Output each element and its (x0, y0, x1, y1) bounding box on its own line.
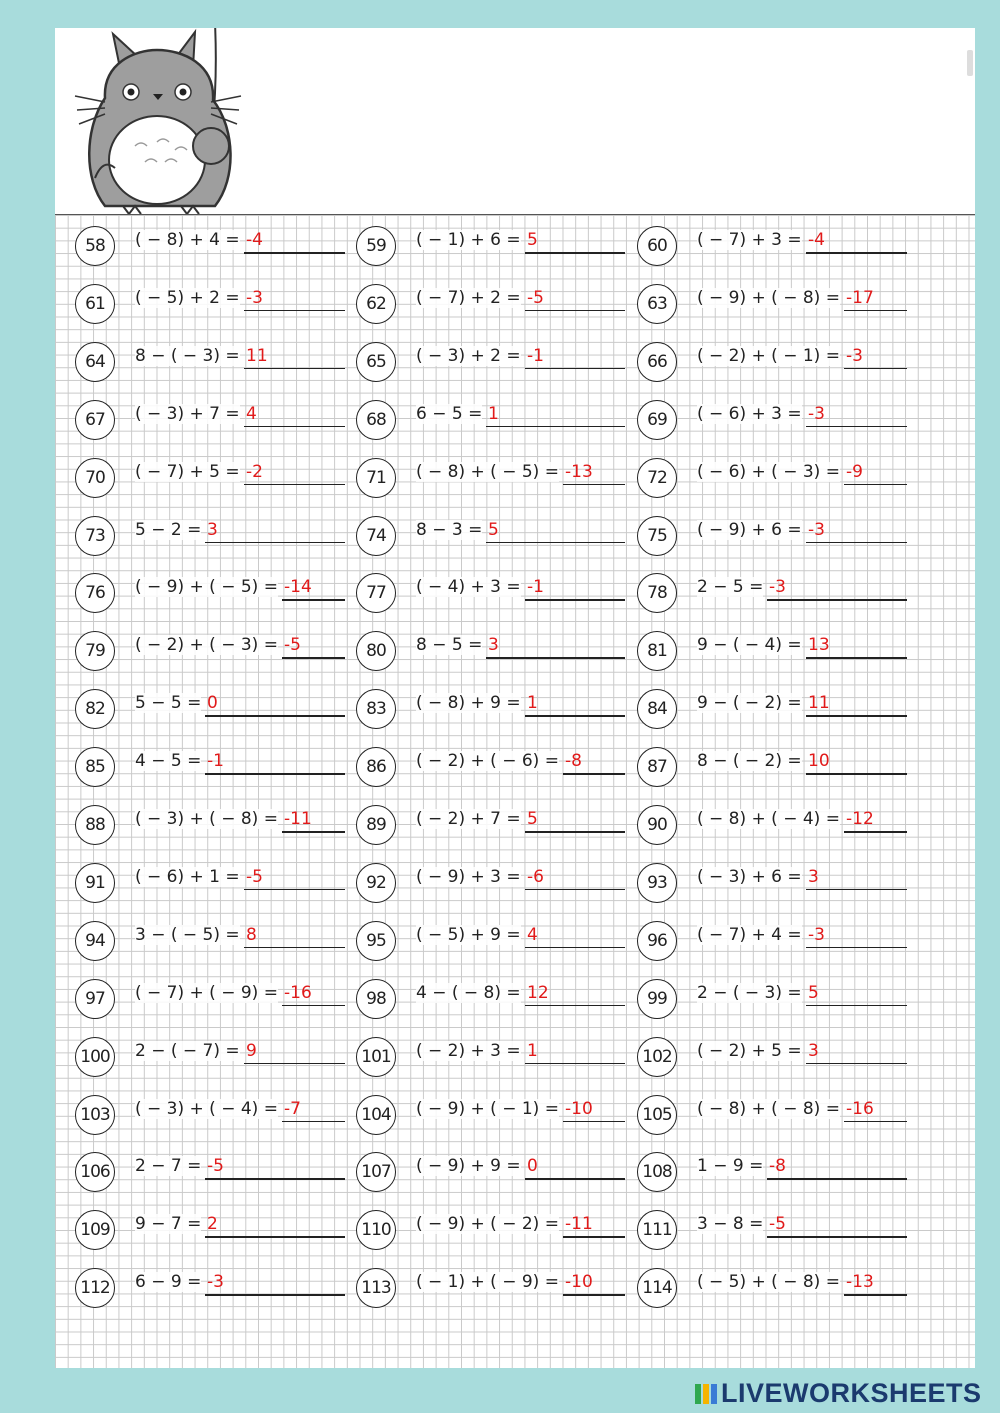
problem-number: 87 (637, 747, 677, 787)
problem-expression: ( − 7) + ( − 9) = (135, 982, 278, 1003)
answer-value[interactable]: 11 (808, 693, 830, 714)
problem-expression: 5 − 2 = (135, 519, 202, 540)
problem-expression: ( − 2) + 3 = (416, 1040, 521, 1061)
problem-number: 106 (75, 1152, 115, 1192)
answer-input[interactable] (244, 484, 345, 486)
problem-item (75, 747, 345, 787)
answer-value[interactable]: -6 (527, 866, 544, 887)
problem-item (75, 284, 345, 324)
answer-value[interactable]: -12 (846, 809, 874, 829)
problem-expression: ( − 9) + 3 = (416, 866, 521, 887)
answer-input[interactable] (244, 947, 345, 949)
worksheet-page (55, 28, 975, 1368)
problem-item (75, 458, 345, 498)
problem-number: 85 (75, 747, 115, 787)
problem-expression: 8 − ( − 3) = (135, 345, 240, 366)
answer-value[interactable]: -5 (284, 635, 301, 656)
problem-item (356, 1268, 625, 1308)
problem-number: 61 (75, 284, 115, 324)
problem-item (356, 516, 625, 556)
answer-input[interactable] (844, 1121, 907, 1123)
problem-item (356, 1152, 625, 1192)
problem-expression: 6 − 5 = (416, 403, 483, 424)
answer-input[interactable] (525, 252, 625, 254)
problem-item (637, 516, 907, 556)
problem-item (75, 1268, 345, 1308)
problem-expression: 9 − 7 = (135, 1214, 202, 1235)
answer-value[interactable]: 12 (527, 982, 549, 1003)
answer-value[interactable]: -10 (565, 1098, 593, 1119)
answer-input[interactable] (806, 252, 907, 254)
problem-item (637, 458, 907, 498)
answer-input[interactable] (205, 715, 345, 717)
answer-input[interactable] (244, 368, 345, 370)
answer-input[interactable] (486, 426, 625, 428)
answer-input[interactable] (525, 889, 625, 891)
problem-expression: ( − 8) + ( − 8) = (697, 1098, 840, 1119)
answer-value[interactable]: 3 (808, 866, 819, 887)
problem-item (356, 400, 625, 440)
problem-number: 91 (75, 863, 115, 903)
answer-input[interactable] (282, 657, 345, 659)
problem-expression: ( − 8) + 9 = (416, 693, 521, 714)
problem-expression: 9 − ( − 4) = (697, 635, 802, 656)
problem-number: 79 (75, 631, 115, 671)
problem-item (75, 573, 345, 613)
problem-item (637, 226, 907, 266)
problem-number: 63 (637, 284, 677, 324)
answer-input[interactable] (844, 310, 907, 312)
answer-value[interactable]: 9 (246, 1040, 257, 1061)
problem-expression: ( − 5) + 9 = (416, 924, 521, 945)
problem-expression: ( − 7) + 3 = (697, 230, 802, 250)
problem-number: 105 (637, 1095, 677, 1135)
problem-expression: ( − 3) + ( − 8) = (135, 809, 278, 829)
problem-expression: ( − 3) + ( − 4) = (135, 1098, 278, 1119)
problem-expression: ( − 9) + ( − 1) = (416, 1098, 559, 1119)
problem-item (637, 1037, 907, 1077)
problem-item (637, 979, 907, 1019)
answer-input[interactable] (486, 657, 625, 659)
problem-expression: 3 − ( − 5) = (135, 924, 240, 945)
problem-expression: ( − 7) + 5 = (135, 461, 240, 482)
answer-value[interactable]: 1 (527, 1040, 538, 1061)
problem-expression: ( − 9) + 6 = (697, 519, 802, 540)
problem-expression: 8 − 5 = (416, 635, 483, 656)
problem-number: 112 (75, 1268, 115, 1308)
answer-value[interactable]: 3 (207, 519, 218, 540)
problem-number: 96 (637, 921, 677, 961)
problem-number: 94 (75, 921, 115, 961)
problem-expression: ( − 5) + ( − 8) = (697, 1272, 840, 1293)
answer-input[interactable] (563, 484, 625, 486)
problem-number: 111 (637, 1210, 677, 1250)
answer-input[interactable] (282, 1005, 345, 1007)
answer-input[interactable] (205, 773, 345, 775)
problem-number: 71 (356, 458, 396, 498)
problem-number: 101 (356, 1037, 396, 1077)
answer-input[interactable] (767, 1236, 907, 1238)
answer-value[interactable]: -5 (246, 866, 263, 887)
answer-input[interactable] (844, 831, 907, 833)
problem-item (356, 226, 625, 266)
answer-value[interactable]: -16 (284, 982, 312, 1003)
problem-expression: ( − 2) + ( − 6) = (416, 751, 559, 772)
answer-input[interactable] (205, 542, 345, 544)
problem-number: 86 (356, 747, 396, 787)
problem-expression: 8 − ( − 2) = (697, 751, 802, 772)
problem-expression: 4 − ( − 8) = (416, 982, 521, 1003)
problem-expression: ( − 9) + ( − 2) = (416, 1214, 559, 1235)
problem-item (356, 863, 625, 903)
problem-number: 98 (356, 979, 396, 1019)
problem-expression: ( − 3) + 7 = (135, 403, 240, 424)
answer-value[interactable]: -13 (846, 1272, 874, 1293)
problem-number: 58 (75, 226, 115, 266)
liveworksheets-logo[interactable] (695, 1376, 982, 1410)
answer-input[interactable] (767, 1178, 907, 1180)
problem-expression: 2 − 7 = (135, 1156, 202, 1177)
problem-expression: ( − 8) + 4 = (135, 230, 240, 250)
problem-number: 66 (637, 342, 677, 382)
answer-value[interactable]: -1 (527, 345, 544, 366)
problem-number: 73 (75, 516, 115, 556)
problem-item (75, 1095, 345, 1135)
answer-input[interactable] (563, 773, 625, 775)
answer-value[interactable]: 8 (246, 924, 257, 945)
problem-item (356, 573, 625, 613)
answer-input[interactable] (525, 947, 625, 949)
answer-input[interactable] (525, 831, 625, 833)
answer-input[interactable] (486, 542, 625, 544)
answer-input[interactable] (806, 542, 907, 544)
answer-value[interactable]: -3 (246, 287, 263, 308)
problem-number: 88 (75, 805, 115, 845)
problem-expression: 2 − ( − 7) = (135, 1040, 240, 1061)
problem-item (356, 631, 625, 671)
problem-number: 75 (637, 516, 677, 556)
answer-value[interactable]: 1 (527, 693, 538, 714)
problem-expression: ( − 2) + 5 = (697, 1040, 802, 1061)
problem-expression: ( − 1) + 6 = (416, 230, 521, 250)
answer-input[interactable] (244, 1063, 345, 1065)
answer-value[interactable]: -1 (207, 751, 224, 772)
answer-input[interactable] (282, 831, 345, 833)
answer-value[interactable]: 0 (207, 693, 218, 714)
problem-expression: ( − 1) + ( − 9) = (416, 1272, 559, 1293)
answer-input[interactable] (244, 426, 345, 428)
answer-value[interactable]: 4 (246, 403, 257, 424)
answer-input[interactable] (563, 1121, 625, 1123)
problem-number: 99 (637, 979, 677, 1019)
logo-text: LIVEWORKSHEETS (721, 1377, 982, 1408)
answer-value[interactable]: 4 (527, 924, 538, 945)
answer-value[interactable]: -3 (769, 577, 786, 598)
answer-input[interactable] (806, 773, 907, 775)
problem-item (637, 747, 907, 787)
problem-number: 80 (356, 631, 396, 671)
problem-item (75, 631, 345, 671)
problem-expression: ( − 7) + 2 = (416, 287, 521, 308)
answer-value[interactable]: -3 (808, 403, 825, 424)
answer-value[interactable]: 5 (527, 809, 538, 829)
problem-item (637, 1152, 907, 1192)
problem-item (356, 689, 625, 729)
problem-number: 68 (356, 400, 396, 440)
problem-expression: ( − 9) + ( − 8) = (697, 287, 840, 308)
problem-expression: 1 − 9 = (697, 1156, 764, 1177)
answer-value[interactable]: -2 (246, 461, 263, 482)
problem-expression: 3 − 8 = (697, 1214, 764, 1235)
problem-number: 110 (356, 1210, 396, 1250)
answer-value[interactable]: -11 (565, 1214, 593, 1235)
problem-item (637, 284, 907, 324)
problem-number: 93 (637, 863, 677, 903)
answer-input[interactable] (806, 426, 907, 428)
answer-value[interactable]: 1 (488, 403, 499, 424)
graph-paper-grid (55, 215, 975, 1368)
problem-number: 77 (356, 573, 396, 613)
answer-value[interactable]: 5 (808, 982, 819, 1003)
answer-input[interactable] (844, 368, 907, 370)
problem-item (75, 226, 345, 266)
answer-input[interactable] (205, 1178, 345, 1180)
problem-item (356, 284, 625, 324)
problem-item (637, 1095, 907, 1135)
problem-expression: ( − 3) + 2 = (416, 345, 521, 366)
problem-item (637, 689, 907, 729)
problem-item (356, 1037, 625, 1077)
logo-icon (695, 1380, 717, 1406)
answer-value[interactable]: -10 (565, 1272, 593, 1293)
problem-expression: ( − 5) + 2 = (135, 287, 240, 308)
problem-expression: 2 − 5 = (697, 577, 764, 598)
problem-item (75, 400, 345, 440)
problem-number: 70 (75, 458, 115, 498)
totoro-illustration (65, 28, 255, 218)
problem-item (356, 1210, 625, 1250)
answer-value[interactable]: -11 (284, 809, 312, 829)
problem-item (637, 805, 907, 845)
problem-item (75, 1037, 345, 1077)
answer-value[interactable]: -8 (565, 751, 582, 772)
problem-expression: ( − 2) + ( − 1) = (697, 345, 840, 366)
answer-input[interactable] (205, 1294, 345, 1296)
answer-input[interactable] (767, 599, 907, 601)
problem-item (356, 979, 625, 1019)
answer-value[interactable]: -8 (769, 1156, 786, 1177)
problem-number: 90 (637, 805, 677, 845)
answer-input[interactable] (525, 715, 625, 717)
problem-expression: ( − 9) + ( − 5) = (135, 577, 278, 598)
answer-value[interactable]: -5 (207, 1156, 224, 1177)
problem-item (356, 1095, 625, 1135)
problem-expression: 4 − 5 = (135, 751, 202, 772)
problem-item (637, 573, 907, 613)
answer-value[interactable]: 5 (527, 230, 538, 250)
answer-value[interactable]: -4 (246, 230, 263, 250)
answer-input[interactable] (244, 889, 345, 891)
answer-input[interactable] (244, 310, 345, 312)
answer-value[interactable]: -3 (808, 924, 825, 945)
problem-expression: 6 − 9 = (135, 1272, 202, 1293)
problem-number: 81 (637, 631, 677, 671)
problem-item (75, 1210, 345, 1250)
problem-item (75, 516, 345, 556)
answer-input[interactable] (525, 1063, 625, 1065)
problem-number: 108 (637, 1152, 677, 1192)
problem-number: 62 (356, 284, 396, 324)
answer-input[interactable] (806, 715, 907, 717)
problem-number: 76 (75, 573, 115, 613)
problem-item (637, 342, 907, 382)
problem-number: 95 (356, 921, 396, 961)
scroll-handle[interactable] (967, 50, 973, 76)
problem-number: 92 (356, 863, 396, 903)
problem-item (637, 1268, 907, 1308)
answer-value[interactable]: 2 (207, 1214, 218, 1235)
answer-value[interactable]: -3 (846, 345, 863, 366)
answer-value[interactable]: 3 (808, 1040, 819, 1061)
answer-value[interactable]: -7 (284, 1098, 301, 1119)
problem-number: 64 (75, 342, 115, 382)
answer-input[interactable] (806, 1005, 907, 1007)
problem-item (75, 979, 345, 1019)
problem-number: 60 (637, 226, 677, 266)
problem-number: 59 (356, 226, 396, 266)
answer-input[interactable] (525, 599, 625, 601)
problem-expression: ( − 2) + ( − 3) = (135, 635, 278, 656)
problem-number: 65 (356, 342, 396, 382)
problem-number: 74 (356, 516, 396, 556)
answer-value[interactable]: -5 (769, 1214, 786, 1235)
answer-value[interactable]: -13 (565, 461, 593, 482)
problem-number: 104 (356, 1095, 396, 1135)
answer-value[interactable]: 0 (527, 1156, 538, 1177)
problem-number: 78 (637, 573, 677, 613)
problem-item (356, 342, 625, 382)
problem-expression: 9 − ( − 2) = (697, 693, 802, 714)
problem-item (75, 863, 345, 903)
problem-number: 97 (75, 979, 115, 1019)
answer-value[interactable]: -5 (527, 287, 544, 308)
problem-expression: ( − 9) + 9 = (416, 1156, 521, 1177)
answer-value[interactable]: -4 (808, 230, 825, 250)
problem-expression: 8 − 3 = (416, 519, 483, 540)
problem-item (75, 342, 345, 382)
problem-item (637, 1210, 907, 1250)
problem-expression: ( − 4) + 3 = (416, 577, 521, 598)
answer-value[interactable]: -1 (527, 577, 544, 598)
problem-number: 89 (356, 805, 396, 845)
answer-value[interactable]: 11 (246, 345, 268, 366)
problem-item (356, 747, 625, 787)
problem-number: 67 (75, 400, 115, 440)
answer-value[interactable]: -16 (846, 1098, 874, 1119)
problem-number: 102 (637, 1037, 677, 1077)
problem-item (356, 458, 625, 498)
problem-expression: ( − 3) + 6 = (697, 866, 802, 887)
problem-number: 113 (356, 1268, 396, 1308)
answer-input[interactable] (563, 1294, 625, 1296)
problem-expression: ( − 6) + ( − 3) = (697, 461, 840, 482)
problem-expression: ( − 2) + 7 = (416, 809, 521, 829)
answer-value[interactable]: 10 (808, 751, 830, 772)
problem-number: 109 (75, 1210, 115, 1250)
problem-number: 107 (356, 1152, 396, 1192)
answer-input[interactable] (525, 1005, 625, 1007)
answer-input[interactable] (806, 889, 907, 891)
answer-value[interactable]: -17 (846, 287, 874, 308)
problem-number: 82 (75, 689, 115, 729)
problem-expression: ( − 8) + ( − 4) = (697, 809, 840, 829)
answer-input[interactable] (244, 252, 345, 254)
answer-value[interactable]: 5 (488, 519, 499, 540)
problem-number: 114 (637, 1268, 677, 1308)
problem-number: 84 (637, 689, 677, 729)
problem-number: 103 (75, 1095, 115, 1135)
problem-number: 72 (637, 458, 677, 498)
problem-item (75, 921, 345, 961)
answer-input[interactable] (525, 1178, 625, 1180)
answer-value[interactable]: -14 (284, 577, 312, 598)
answer-input[interactable] (205, 1236, 345, 1238)
answer-input[interactable] (806, 947, 907, 949)
answer-input[interactable] (563, 1236, 625, 1238)
answer-input[interactable] (806, 657, 907, 659)
problem-item (75, 805, 345, 845)
answer-value[interactable]: -3 (207, 1272, 224, 1293)
answer-input[interactable] (282, 599, 345, 601)
answer-input[interactable] (282, 1121, 345, 1123)
problem-item (75, 689, 345, 729)
problem-item (637, 631, 907, 671)
answer-input[interactable] (844, 1294, 907, 1296)
answer-value[interactable]: 13 (808, 635, 830, 656)
problem-item (637, 863, 907, 903)
problem-number: 83 (356, 689, 396, 729)
problem-number: 69 (637, 400, 677, 440)
problem-number: 100 (75, 1037, 115, 1077)
problem-item (637, 400, 907, 440)
problem-expression: ( − 8) + ( − 5) = (416, 461, 559, 482)
answer-input[interactable] (525, 310, 625, 312)
problem-item (356, 921, 625, 961)
answer-value[interactable]: -3 (808, 519, 825, 540)
problem-item (75, 1152, 345, 1192)
problem-expression: ( − 6) + 1 = (135, 866, 240, 887)
problem-expression: 2 − ( − 3) = (697, 982, 802, 1003)
problem-expression: ( − 6) + 3 = (697, 403, 802, 424)
answer-input[interactable] (525, 368, 625, 370)
problem-item (637, 921, 907, 961)
answer-value[interactable]: 3 (488, 635, 499, 656)
answer-value[interactable]: -9 (846, 461, 863, 482)
answer-input[interactable] (806, 1063, 907, 1065)
problem-expression: ( − 7) + 4 = (697, 924, 802, 945)
problem-expression: 5 − 5 = (135, 693, 202, 714)
answer-input[interactable] (844, 484, 907, 486)
problem-item (356, 805, 625, 845)
